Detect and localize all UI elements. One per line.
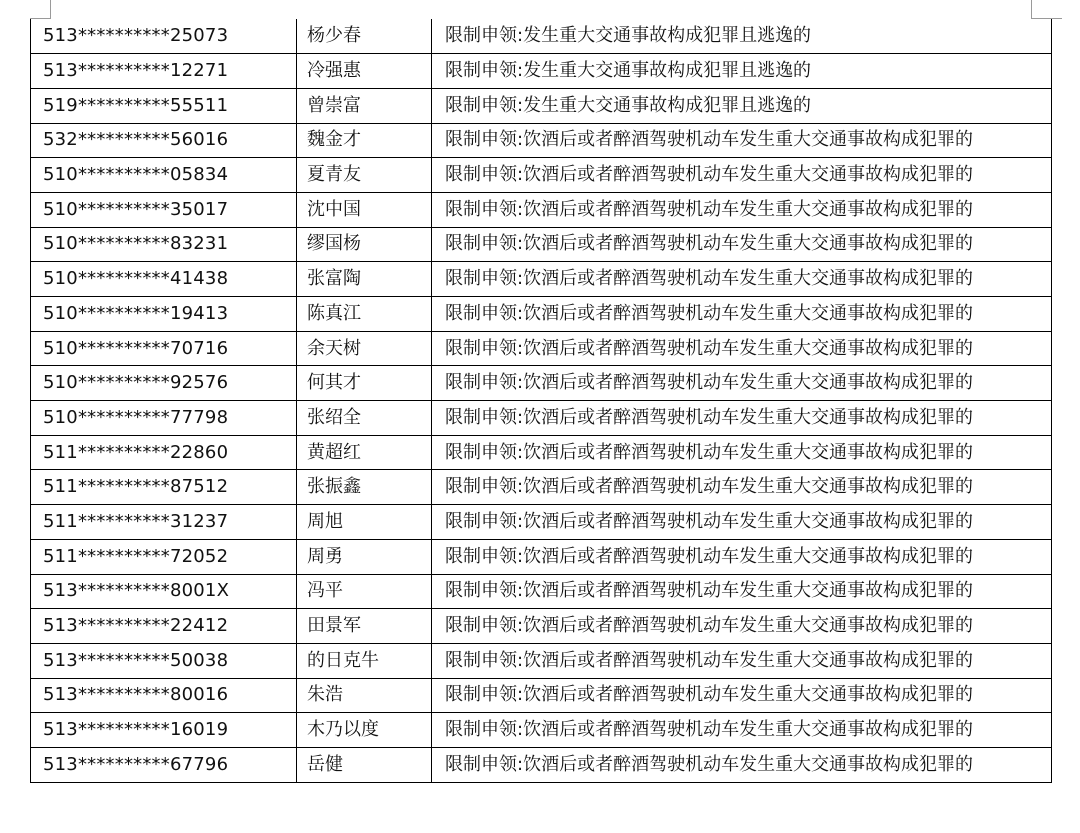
table-row	[31, 470, 1052, 505]
id-number-cell: 513**********67796	[31, 747, 297, 782]
restriction-reason-cell: 限制申领:饮酒后或者醉酒驾驶机动车发生重大交通事故构成犯罪的	[432, 227, 1052, 262]
person-name-cell: 张富陶	[297, 262, 432, 297]
person-name-cell: 杨少春	[297, 19, 432, 54]
crop-mark-top-right	[1031, 0, 1062, 19]
table-row	[31, 123, 1052, 158]
person-name-cell: 何其才	[297, 366, 432, 401]
restriction-reason-cell: 限制申领:饮酒后或者醉酒驾驶机动车发生重大交通事故构成犯罪的	[432, 539, 1052, 574]
id-number-cell: 510**********92576	[31, 366, 297, 401]
restriction-reason-cell: 限制申领:饮酒后或者醉酒驾驶机动车发生重大交通事故构成犯罪的	[432, 366, 1052, 401]
restriction-reason-cell: 限制申领:饮酒后或者醉酒驾驶机动车发生重大交通事故构成犯罪的	[432, 505, 1052, 540]
table-row	[31, 297, 1052, 332]
restriction-reason-cell: 限制申领:饮酒后或者醉酒驾驶机动车发生重大交通事故构成犯罪的	[432, 643, 1052, 678]
table-row	[31, 505, 1052, 540]
restriction-reason-cell: 限制申领:发生重大交通事故构成犯罪且逃逸的	[432, 54, 1052, 89]
restriction-reason-cell: 限制申领:饮酒后或者醉酒驾驶机动车发生重大交通事故构成犯罪的	[432, 678, 1052, 713]
id-number-cell: 511**********87512	[31, 470, 297, 505]
id-number-cell: 513**********16019	[31, 713, 297, 748]
id-number-cell: 513**********80016	[31, 678, 297, 713]
table-row	[31, 539, 1052, 574]
id-number-cell: 532**********56016	[31, 123, 297, 158]
table-row	[31, 19, 1052, 54]
person-name-cell: 岳健	[297, 747, 432, 782]
person-name-cell: 周旭	[297, 505, 432, 540]
table-row	[31, 609, 1052, 644]
id-number-cell: 513**********8001X	[31, 574, 297, 609]
restriction-reason-cell: 限制申领:饮酒后或者醉酒驾驶机动车发生重大交通事故构成犯罪的	[432, 609, 1052, 644]
restriction-reason-cell: 限制申领:饮酒后或者醉酒驾驶机动车发生重大交通事故构成犯罪的	[432, 713, 1052, 748]
person-name-cell: 陈真江	[297, 297, 432, 332]
person-name-cell: 沈中国	[297, 192, 432, 227]
person-name-cell: 张绍全	[297, 401, 432, 436]
table-row	[31, 158, 1052, 193]
table-row	[31, 747, 1052, 782]
person-name-cell: 的日克牛	[297, 643, 432, 678]
id-number-cell: 511**********31237	[31, 505, 297, 540]
restriction-reason-cell: 限制申领:饮酒后或者醉酒驾驶机动车发生重大交通事故构成犯罪的	[432, 401, 1052, 436]
person-name-cell: 夏青友	[297, 158, 432, 193]
table-row	[31, 331, 1052, 366]
table-row	[31, 643, 1052, 678]
table-row	[31, 678, 1052, 713]
id-number-cell: 511**********72052	[31, 539, 297, 574]
person-name-cell: 魏金才	[297, 123, 432, 158]
restriction-reason-cell: 限制申领:饮酒后或者醉酒驾驶机动车发生重大交通事故构成犯罪的	[432, 262, 1052, 297]
table-row	[31, 262, 1052, 297]
table-row	[31, 713, 1052, 748]
id-number-cell: 513**********12271	[31, 54, 297, 89]
person-name-cell: 冷强惠	[297, 54, 432, 89]
id-number-cell: 510**********83231	[31, 227, 297, 262]
table-row	[31, 192, 1052, 227]
person-name-cell: 周勇	[297, 539, 432, 574]
restriction-reason-cell: 限制申领:饮酒后或者醉酒驾驶机动车发生重大交通事故构成犯罪的	[432, 435, 1052, 470]
person-name-cell: 缪国杨	[297, 227, 432, 262]
restriction-reason-cell: 限制申领:饮酒后或者醉酒驾驶机动车发生重大交通事故构成犯罪的	[432, 123, 1052, 158]
person-name-cell: 田景军	[297, 609, 432, 644]
table-row	[31, 366, 1052, 401]
person-name-cell: 冯平	[297, 574, 432, 609]
id-number-cell: 510**********41438	[31, 262, 297, 297]
table-row	[31, 54, 1052, 89]
restriction-reason-cell: 限制申领:饮酒后或者醉酒驾驶机动车发生重大交通事故构成犯罪的	[432, 158, 1052, 193]
person-name-cell: 木乃以度	[297, 713, 432, 748]
id-number-cell: 510**********70716	[31, 331, 297, 366]
records-table	[30, 19, 1052, 783]
table-row	[31, 435, 1052, 470]
person-name-cell: 朱浩	[297, 678, 432, 713]
restriction-reason-cell: 限制申领:饮酒后或者醉酒驾驶机动车发生重大交通事故构成犯罪的	[432, 331, 1052, 366]
restriction-reason-cell: 限制申领:饮酒后或者醉酒驾驶机动车发生重大交通事故构成犯罪的	[432, 470, 1052, 505]
id-number-cell: 510**********19413	[31, 297, 297, 332]
id-number-cell: 510**********05834	[31, 158, 297, 193]
restriction-reason-cell: 限制申领:发生重大交通事故构成犯罪且逃逸的	[432, 19, 1052, 54]
person-name-cell: 张振鑫	[297, 470, 432, 505]
restriction-reason-cell: 限制申领:发生重大交通事故构成犯罪且逃逸的	[432, 88, 1052, 123]
table-row	[31, 88, 1052, 123]
id-number-cell: 513**********25073	[31, 19, 297, 54]
id-number-cell: 513**********50038	[31, 643, 297, 678]
restriction-reason-cell: 限制申领:饮酒后或者醉酒驾驶机动车发生重大交通事故构成犯罪的	[432, 192, 1052, 227]
id-number-cell: 510**********77798	[31, 401, 297, 436]
table-row	[31, 401, 1052, 436]
id-number-cell: 510**********35017	[31, 192, 297, 227]
restriction-reason-cell: 限制申领:饮酒后或者醉酒驾驶机动车发生重大交通事故构成犯罪的	[432, 747, 1052, 782]
records-table-body	[31, 19, 1052, 782]
person-name-cell: 余天树	[297, 331, 432, 366]
crop-mark-top-left	[30, 0, 51, 19]
id-number-cell: 513**********22412	[31, 609, 297, 644]
restriction-reason-cell: 限制申领:饮酒后或者醉酒驾驶机动车发生重大交通事故构成犯罪的	[432, 297, 1052, 332]
id-number-cell: 511**********22860	[31, 435, 297, 470]
table-row	[31, 574, 1052, 609]
id-number-cell: 519**********55511	[31, 88, 297, 123]
person-name-cell: 曾崇富	[297, 88, 432, 123]
table-row	[31, 227, 1052, 262]
restriction-reason-cell: 限制申领:饮酒后或者醉酒驾驶机动车发生重大交通事故构成犯罪的	[432, 574, 1052, 609]
person-name-cell: 黄超红	[297, 435, 432, 470]
